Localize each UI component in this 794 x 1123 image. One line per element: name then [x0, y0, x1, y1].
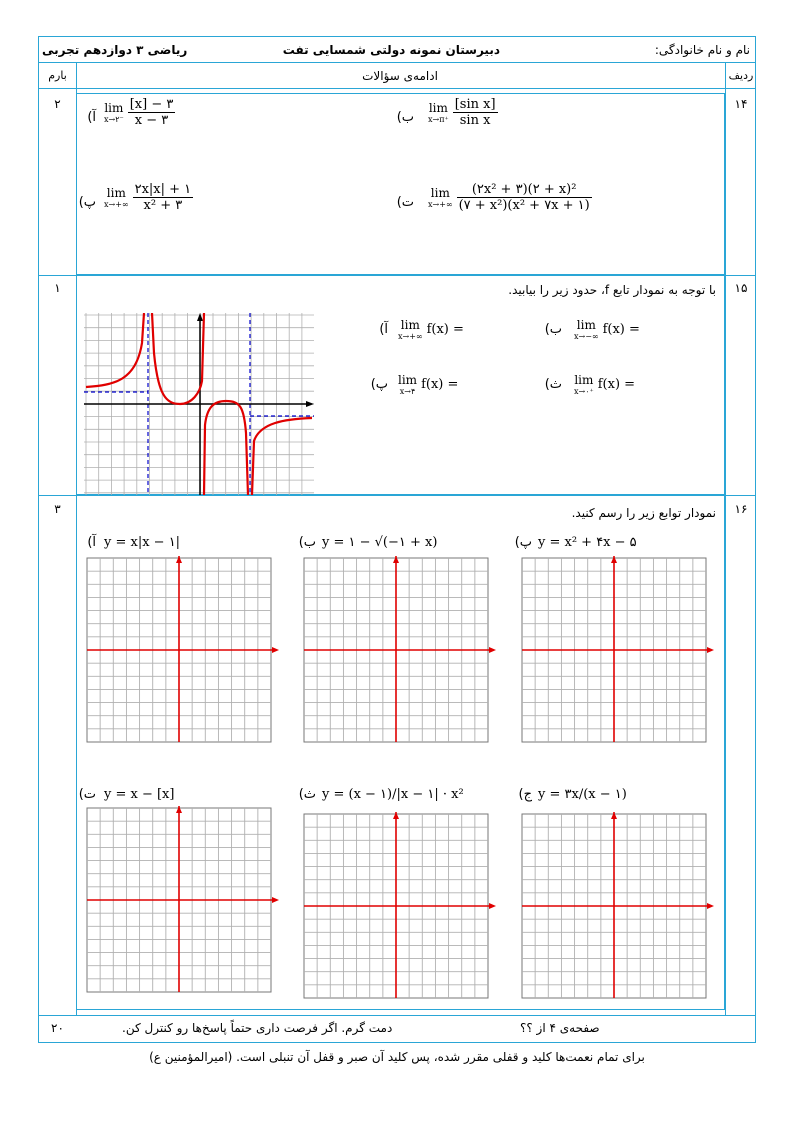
q14-number: ۱۴ [734, 97, 748, 111]
columns-divider [38, 88, 756, 89]
name-label: نام و نام خانوادگی: [654, 43, 750, 57]
q16-p-grid[interactable] [521, 556, 715, 744]
q16-number: ۱۶ [734, 502, 748, 516]
row-header: ردیف [728, 69, 754, 82]
q15-t-label: ث) [544, 377, 562, 392]
header-divider [38, 62, 756, 63]
q14-p-expr: lim x→+∞ $\frac{۲x|x| + ۱}{\text{x² + ۳}}$ [104, 182, 192, 213]
row-divider-15 [38, 495, 756, 496]
footer-divider [38, 1015, 756, 1016]
q16-t-expr: y = x − [x] [104, 787, 175, 802]
q14-a-label: آ) [87, 110, 96, 125]
total-score: ۲۰ [51, 1021, 64, 1035]
q14-t-expr: lim x→+∞ $\frac{\text{(۲x² + ۳)(۲ + x)²}}{\text{(۷ + x²)(x² + ۷x + ۱)}}$ [428, 182, 590, 213]
q15-t-expr: lim x→۰⁺ f(x) = [574, 373, 636, 396]
q15-function-graph [84, 313, 314, 495]
q15-a-label: آ) [379, 322, 388, 337]
section-header: ادامه‌ی سؤالات [362, 69, 438, 83]
q14-b-label: ب) [396, 110, 414, 125]
q16-s-label: ث) [298, 787, 316, 802]
footer-wish: دمت گرم. اگر فرصت داری حتماً پاسخ‌ها رو کنترل کن. [122, 1021, 393, 1035]
q15-score: ۱ [54, 281, 61, 295]
q16-j-grid[interactable] [521, 812, 715, 1000]
q16-j-expr: y = ۳x/(x − ۱) [538, 787, 627, 802]
q14-score: ۲ [54, 97, 61, 111]
q16-score: ۳ [54, 502, 61, 516]
q16-s-grid[interactable] [303, 812, 497, 1000]
q15-number: ۱۵ [734, 281, 748, 295]
q16-b-label: ب) [298, 535, 316, 550]
q15-b-label: ب) [544, 322, 562, 337]
row-column-divider [725, 62, 726, 1015]
q16-s-expr: y = (x − ۱)/|x − ۱| · x² [322, 787, 464, 802]
row-divider-14 [38, 275, 756, 276]
q16-p-label: پ) [514, 535, 532, 550]
q16-a-label: آ) [87, 535, 96, 550]
q14-b-expr: lim x→π⁺ $\frac{\text{[sin x]}}{\text{sin x}}$ [428, 97, 496, 128]
q16-p-expr: y = x² + ۴x − ۵ [538, 535, 637, 550]
course-name: ریاضی ۳ دوازدهم تجربی [42, 43, 188, 57]
footer-quote: برای تمام نعمت‌ها کلید و قفلی مقرر شده، پس کلید آن صبر و قفل آن تنبلی است. (امیرالمؤمنین ع) [149, 1050, 645, 1064]
q15-p-label: پ) [370, 377, 388, 392]
q15-prompt: با توجه به نمودار تابع f، حدود زیر را بیابید. [508, 283, 716, 297]
q16-t-label: ت) [78, 787, 96, 802]
q15-p-expr: lim x→۴ f(x) = [398, 373, 459, 396]
q16-j-label: ج) [518, 787, 532, 802]
q14-a-expr: lim x→۲⁻ $\frac{[x] - ۳}{x - ۳}$ [104, 97, 174, 128]
page-number: صفحه‌ی ۴ از ؟؟ [520, 1021, 600, 1035]
q16-prompt: نمودار توابع زیر را رسم کنید. [571, 506, 716, 520]
q15-y-arrow [197, 313, 203, 321]
q16-a-expr: y = x|x − ۱| [104, 535, 181, 550]
q15-x-arrow [306, 401, 314, 407]
q16-b-grid[interactable] [303, 556, 497, 744]
q15-b-expr: lim x→−∞ f(x) = [574, 318, 640, 341]
q15-a-expr: lim x→+∞ f(x) = [398, 318, 464, 341]
q14-t-label: ت) [396, 195, 414, 210]
school-name: دبیرستان نمونه دولتی شمسایی تفت [282, 43, 500, 57]
q14-p-label: پ) [78, 195, 96, 210]
score-header: بارم [48, 69, 67, 82]
q16-t-grid[interactable] [86, 806, 280, 994]
q16-a-grid[interactable] [86, 556, 280, 744]
q16-b-expr: y = ۱ − √(−۱ + x) [322, 535, 438, 550]
